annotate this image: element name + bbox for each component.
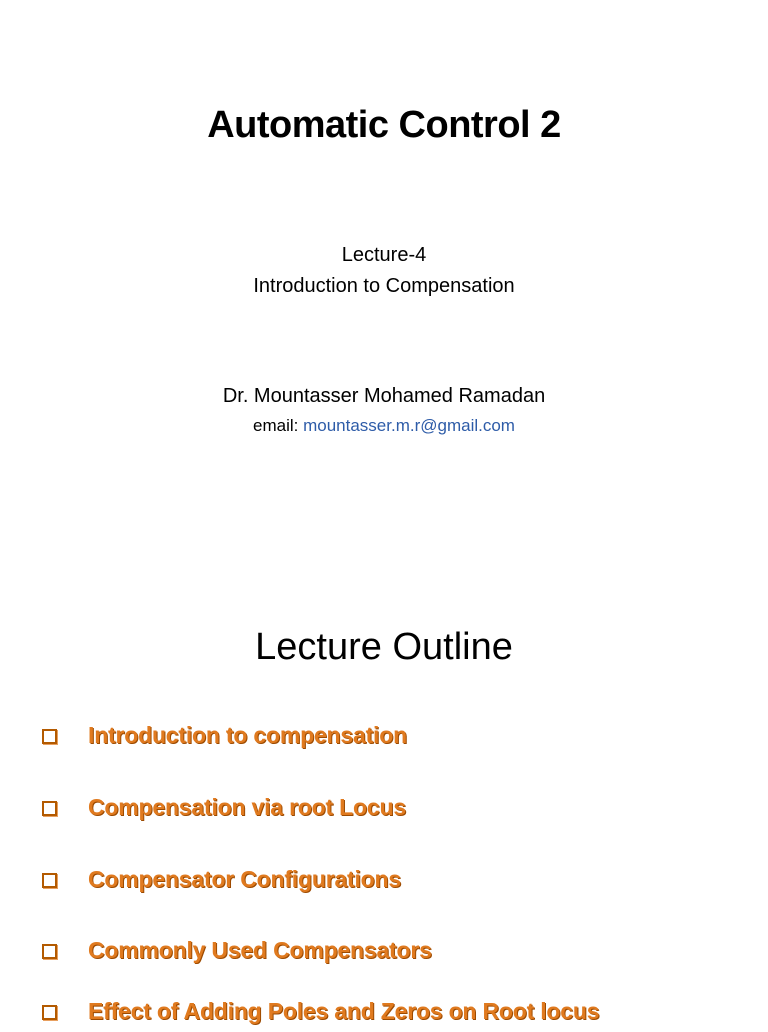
outline-item-label: Commonly Used Compensators xyxy=(88,937,432,963)
checkbox-icon xyxy=(42,873,57,888)
lecture-number: Lecture-4 xyxy=(341,244,427,266)
outline-item-label: Introduction to compensation xyxy=(88,722,407,748)
checkbox-icon xyxy=(42,944,57,959)
outline-heading: Lecture Outline xyxy=(255,626,513,668)
email-link[interactable]: mountasser.m.r@gmail.com xyxy=(303,416,515,435)
checkbox-icon xyxy=(42,729,57,744)
author-name: Dr. Mountasser Mohamed Ramadan xyxy=(222,385,546,407)
outline-item-label: Compensator Configurations xyxy=(88,866,401,892)
outline-slide xyxy=(0,540,768,1024)
email-label: email: xyxy=(253,416,304,435)
checkbox-icon xyxy=(42,801,57,816)
outline-item-label: Effect of Adding Poles and Zeros on Root locus xyxy=(88,998,600,1024)
lecture-topic: Introduction to Compensation xyxy=(253,275,515,297)
presentation-title: Automatic Control 2 xyxy=(207,104,561,146)
outline-item-label: Compensation via root Locus xyxy=(88,794,406,820)
checkbox-icon xyxy=(42,1005,57,1020)
email-line xyxy=(0,416,768,436)
